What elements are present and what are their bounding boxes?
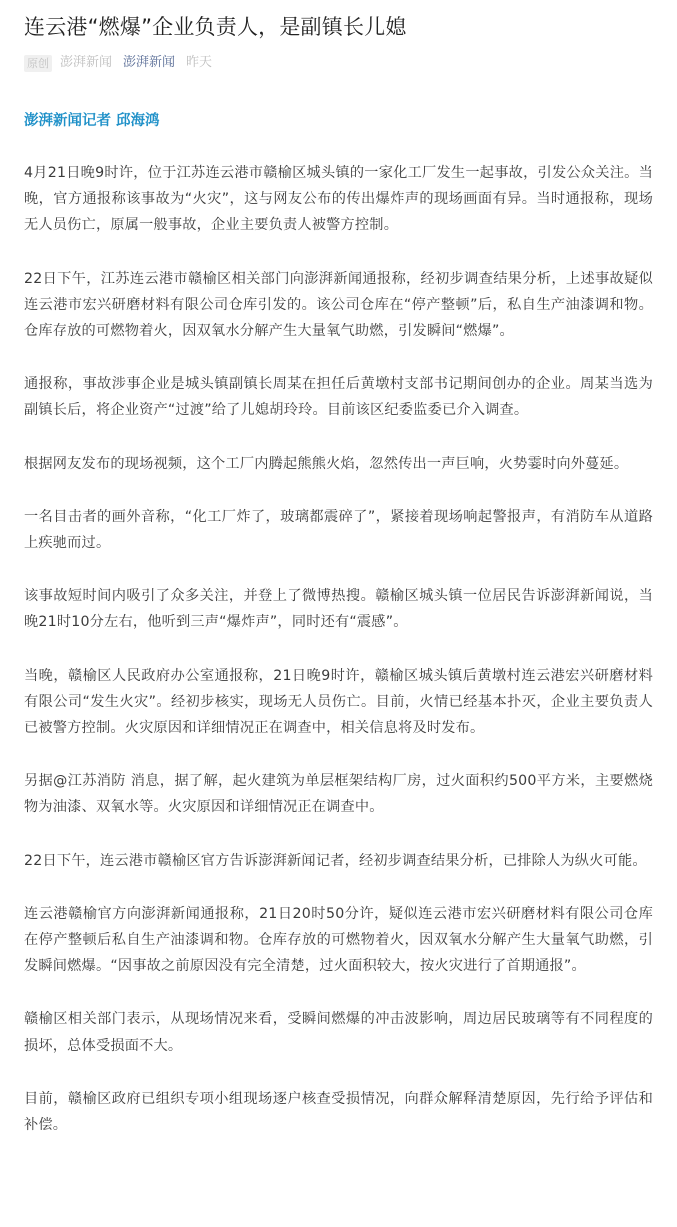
article-paragraph: 当晚，赣榆区人民政府办公室通报称，21日晚9时许，赣榆区城头镇后黄墩村连云港宏兴研磨材料有限公司“发生火灾”。经初步核实，现场无人员伤亡。目前，火情已经基本扑灭，企业主要负责人已被警方控制。火灾原因和详细情况正在调查中，相关信息将及时发布。 (24, 667, 653, 737)
article-paragraph: 赣榆区相关部门表示，从现场情况来看，受瞬间燃爆的冲击波影响，周边居民玻璃等有不同程度的损坏，总体受损面不大。 (24, 1011, 653, 1054)
reporter-byline: 澎湃新闻记者 邱海鸿 (24, 113, 160, 129)
article-title: 连云港“燃爆”企业负责人，是副镇长儿媳 (24, 15, 407, 39)
publish-time: 昨天 (186, 55, 213, 70)
article-paragraph: 22日下午，江苏连云港市赣榆区相关部门向澎湃新闻通报称，经初步调查结果分析，上述事故疑似连云港市宏兴研磨材料有限公司仓库引发的。该公司仓库在“停产整顿”后，私自生产油漆调和物。仓库存放的可燃物着火，因双氧水分解产生大量氧气助燃，引发瞬间“燃爆”。 (24, 270, 653, 340)
article-paragraph: 根据网友发布的现场视频，这个工厂内腾起熊熊火焰，忽然传出一声巨响，火势霎时向外蔓延。 (24, 455, 629, 472)
article-paragraph: 一名目击者的画外音称，“化工厂炸了，玻璃都震碎了”，紧接着现场响起警报声，有消防车从道路上疾驰而过。 (24, 508, 653, 552)
article-paragraph: 通报称，事故涉事企业是城头镇副镇长周某在担任后黄墩村支部书记期间创办的企业。周某当选为副镇长后，将企业资产“过渡”给了儿媳胡玲玲。目前该区纪委监委已介入调查。 (24, 376, 653, 419)
article-paragraph: 该事故短时间内吸引了众多关注，并登上了微博热搜。赣榆区城头镇一位居民告诉澎湃新闻说，当晚21时10分左右，他听到三声“爆炸声”，同时还有“震感”。 (24, 588, 653, 631)
article-paragraph: 22日下午，连云港市赣榆区官方告诉澎湃新闻记者，经初步调查结果分析，已排除人为纵火可能。 (24, 852, 647, 869)
article-paragraph: 另据@江苏消防 消息，据了解，起火建筑为单层框架结构厂房，过火面积约500平方米，主要燃烧物为油漆、双氧水等。火灾原因和详细情况正在调查中。 (24, 773, 653, 816)
account-link[interactable]: 澎湃新闻 (123, 55, 176, 70)
article-body (24, 160, 653, 1138)
article-paragraph: 4月21日晚9时许，位于江苏连云港市赣榆区城头镇的一家化工厂发生一起事故，引发公众关注。当晚，官方通报称该事故为“火灾”，这与网友公布的传出爆炸声的现场画面有异。当时通报称，现场无人员伤亡，原属一般事故，企业主要负责人被警方控制。 (24, 165, 653, 234)
original-tag: 原创 (24, 55, 52, 72)
article-meta (24, 52, 653, 74)
source-name: 澎湃新闻 (60, 55, 113, 70)
article-paragraph: 目前，赣榆区政府已组织专项小组现场逐户核查受损情况，向群众解释清楚原因，先行给予评估和补偿。 (24, 1090, 653, 1134)
article-paragraph: 连云港赣榆官方向澎湃新闻通报称，21日20时50分许，疑似连云港市宏兴研磨材料有限公司仓库在停产整顿后私自生产油漆调和物。仓库存放的可燃物着火，因双氧水分解产生大量氧气助燃，引发瞬间燃爆。“因事故之前原因没有完全清楚，过火面积较大，按火灾进行了首期通报”。 (24, 905, 653, 975)
